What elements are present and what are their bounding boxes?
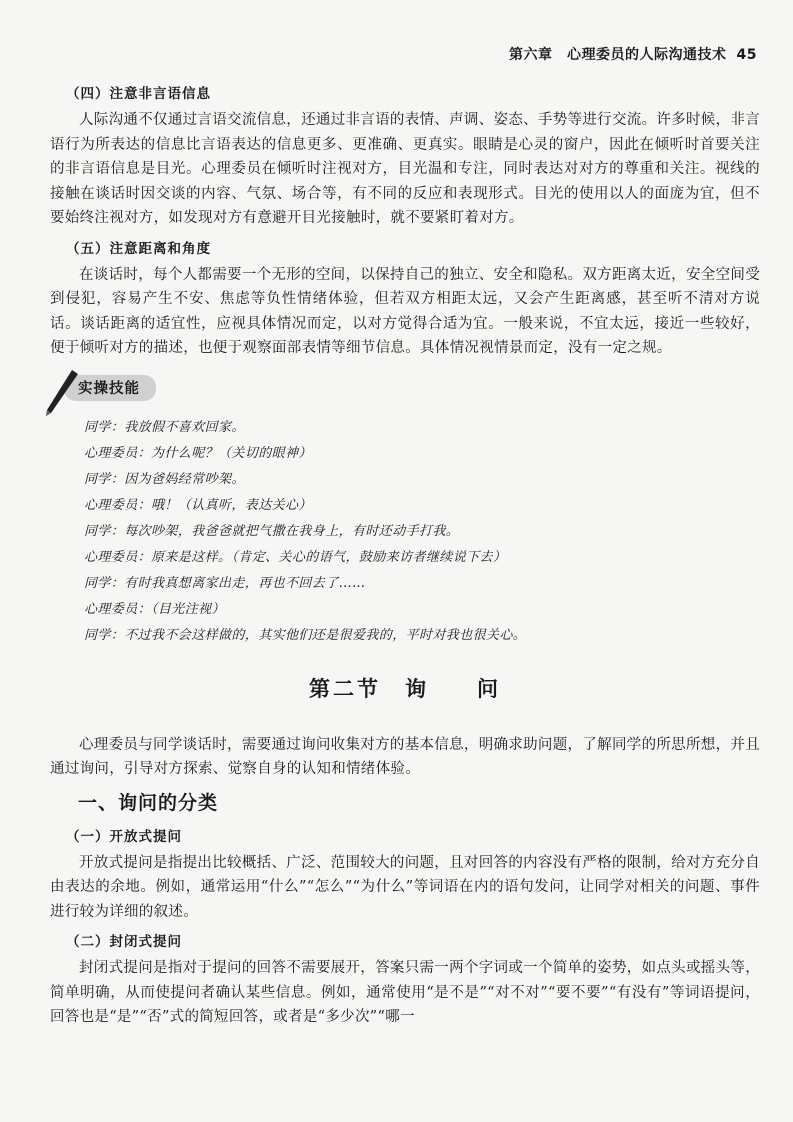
paragraph-distance: 在谈话时，每个人都需要一个无形的空间，以保持自己的独立、安全和隐私。双方距离太近，安全空间受到侵犯，容易产生不安、焦虑等负性情绪体验，但若双方相距太远，又会产生距离感，甚至听不清对方说话。谈话距离的适宜性，应视具体情况而定，以对方觉得合适为宜。一般来说，不宜太远，接近一些较好，便于倾听对方的描述，也便于观察面部表情等细节信息。具体情况视情景而定，没有一定之规。: [50, 266, 760, 356]
dialogue-line: 心理委员：为什么呢？（关切的眼神）: [84, 445, 312, 461]
dialogue-line: 同学：有时我真想离家出走，再也不回去了……: [84, 575, 366, 591]
running-header: [509, 44, 757, 64]
section-intro-paragraph: 心理委员与同学谈话时，需要通过询问收集对方的基本信息，明确求助问题，了解同学的所思所想，并且通过询问，引导对方探索、觉察自身的认知和情绪体验。: [50, 736, 760, 777]
dialogue-line: 心理委员：原来是这样。（肯定、关心的语气，鼓励来访者继续说下去）: [84, 549, 507, 565]
page-content: [50, 82, 760, 1036]
heading-question-types: 一、询问的分类: [78, 791, 219, 814]
dialogue-line: 同学：我放假不喜欢回家。: [84, 419, 245, 435]
section-title: 第二节 询 问: [309, 676, 501, 701]
subsection-title-open-question: （一）开放式提问: [66, 828, 182, 845]
dialogue-line: 同学：因为爸妈经常吵架。: [84, 471, 245, 487]
chapter-title: 第六章 心理委员的人际沟通技术: [509, 47, 727, 63]
dialogue-block: [84, 415, 760, 649]
dialogue-line: 同学：不过我不会这样做的，其实他们还是很爱我的，平时对我也很关心。: [84, 627, 527, 643]
dialogue-line: 心理委员：哦！（认真听，表达关心）: [84, 497, 312, 513]
paragraph-nonverbal: 人际沟通不仅通过言语交流信息，还通过非言语的表情、声调、姿态、手势等进行交流。许多时候，非言语行为所表达的信息比言语表达的信息更多、更准确、更真实。眼睛是心灵的窗户，因此在倾听时首要关注的非言语信息是目光。心理委员在倾听时注视对方，目光温和专注，同时表达对对方的尊重和关注。视线的接触在谈话时因交谈的内容、气氛、场合等，有不同的反应和表现形式。目光的使用以人的面庞为宜，但不要始终注视对方，如发现对方有意避开目光接触时，就不要紧盯着对方。: [50, 112, 760, 226]
practice-skill-banner: [50, 371, 760, 411]
practice-skill-badge: 实操技能: [64, 375, 156, 401]
page-number: 45: [736, 47, 757, 63]
dialogue-line: 同学：每次吵架，我爸爸就把气撒在我身上，有时还动手打我。: [84, 523, 460, 539]
paragraph-open-question: 开放式提问是指提出比较概括、广泛、范围较大的问题，且对回答的内容没有严格的限制，给对方充分自由表达的余地。例如，通常运用“什么”“怎么”“为什么”等词语在内的语句发问，让同学对相关的问题、事件进行较为详细的叙述。: [50, 854, 760, 920]
subsection-title-nonverbal: （四）注意非言语信息: [66, 86, 211, 102]
dialogue-line: 心理委员：（目光注视）: [84, 601, 225, 617]
paragraph-closed-question: 封闭式提问是指对于提问的回答不需要展开，答案只需一两个字词或一个简单的姿势，如点头或摇头等，简单明确，从而使提问者确认某些信息。例如，通常使用“是不是”“对不对”“要不要”“有没有”等词语提问，回答也是“是”“否”式的简短回答，或者是“多少次”“哪一: [50, 960, 760, 1025]
subsection-title-closed-question: （二）封闭式提问: [66, 934, 182, 950]
subsection-title-distance: （五）注意距离和角度: [66, 240, 211, 257]
pen-icon: [42, 367, 82, 419]
